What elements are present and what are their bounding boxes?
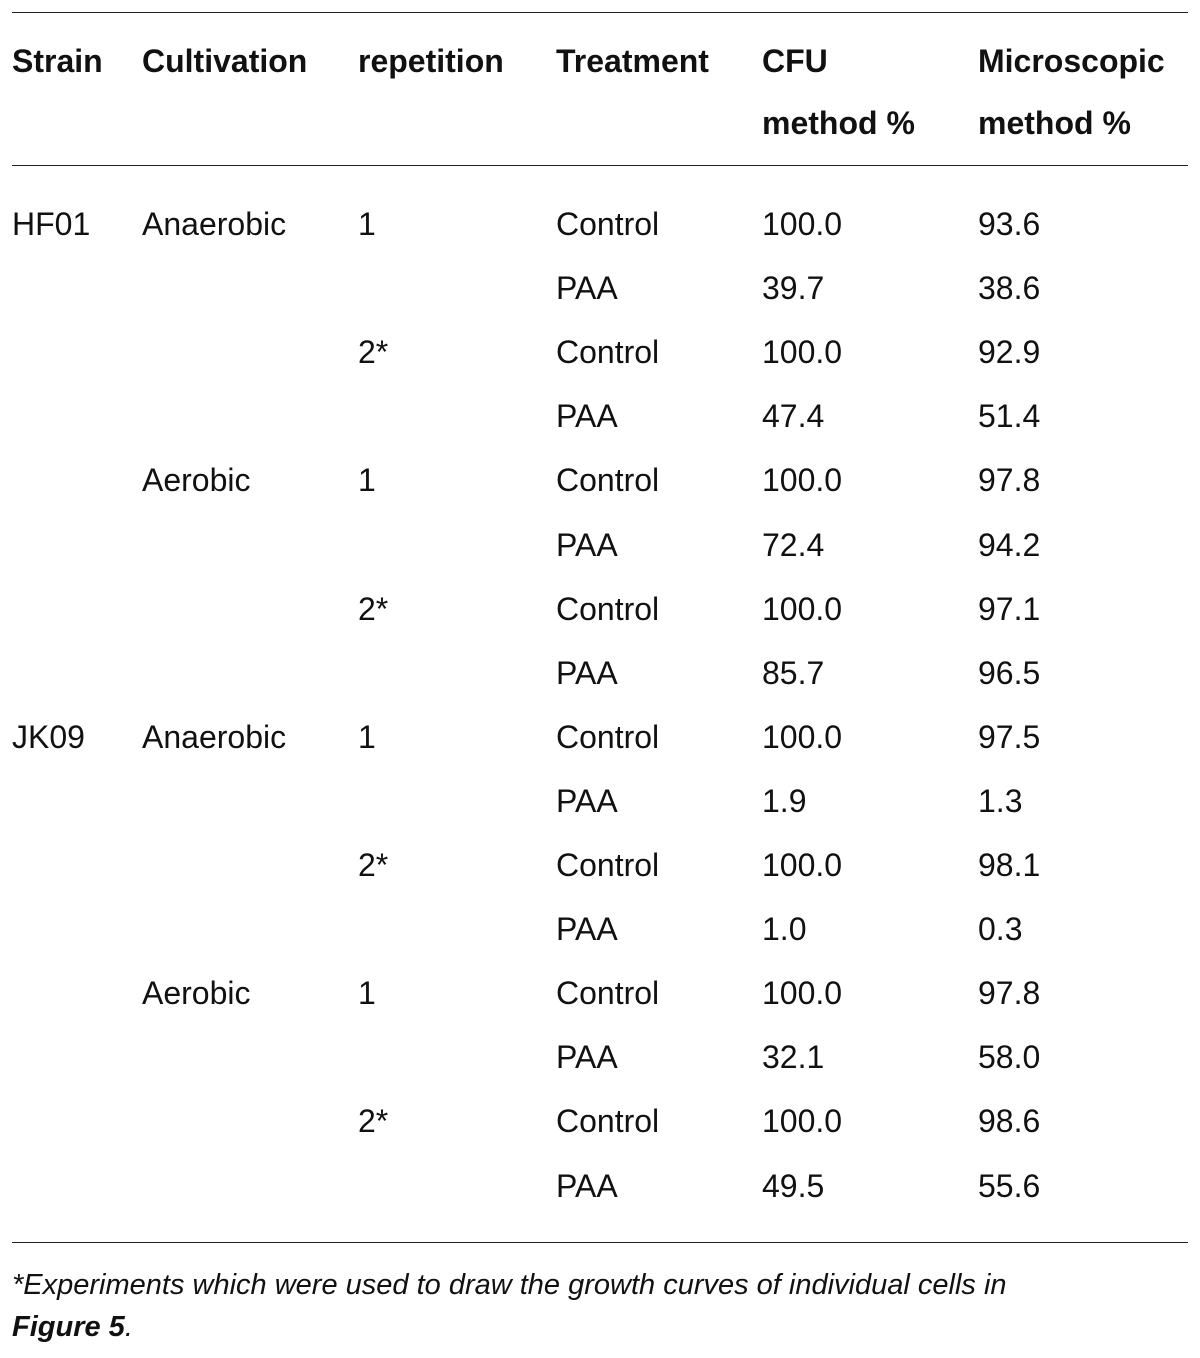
footnote-end: .	[124, 1311, 133, 1343]
cell-cfu-row-6: 72.4	[762, 526, 825, 563]
cell-microscopic-row-13: 97.8	[978, 975, 1041, 1012]
cell-microscopic-row-11: 98.1	[978, 847, 1041, 883]
table-header-rule	[12, 165, 1188, 166]
cell-cfu-row-10: 1.9	[762, 782, 807, 819]
header-strain: Strain	[12, 43, 103, 79]
cell-cfu-row-11: 100.0	[762, 847, 843, 883]
cell-treatment-row-2: PAA	[556, 270, 618, 307]
cell-repetition-row-5: 1	[358, 462, 376, 499]
footnote-text: *Experiments which were used to draw the growth curves of individual cells in	[12, 1269, 1007, 1301]
cell-repetition-row-3: 2*	[358, 334, 389, 371]
cell-cfu-row-5: 100.0	[762, 462, 843, 499]
cell-microscopic-row-16: 55.6	[978, 1167, 1041, 1204]
cell-repetition-row-13: 1	[358, 975, 376, 1012]
cell-cfu-row-15: 100.0	[762, 1103, 843, 1140]
cell-repetition-row-9: 1	[358, 718, 376, 755]
cell-treatment-row-6: PAA	[556, 526, 618, 563]
cell-microscopic-row-7: 97.1	[978, 590, 1041, 627]
header-repetition: repetition	[358, 43, 504, 79]
cell-treatment-row-12: PAA	[556, 911, 618, 948]
cell-cfu-row-2: 39.7	[762, 270, 825, 307]
cell-treatment-row-16: PAA	[556, 1167, 618, 1204]
cell-cfu-row-4: 47.4	[762, 398, 825, 435]
cell-microscopic-row-4: 51.4	[978, 398, 1041, 435]
header-treatment: Treatment	[556, 43, 709, 79]
cell-treatment-row-10: PAA	[556, 782, 618, 819]
cell-treatment-row-1: Control	[556, 206, 660, 242]
cell-microscopic-row-2: 38.6	[978, 270, 1041, 307]
cell-microscopic-row-3: 92.9	[978, 334, 1041, 371]
cell-cultivation-row-5: Aerobic	[142, 462, 251, 499]
cell-treatment-row-8: PAA	[556, 654, 618, 691]
header-cfu-line-1: CFU	[762, 43, 828, 79]
cell-cultivation-row-9: Anaerobic	[142, 718, 287, 755]
cell-microscopic-row-1: 93.6	[978, 206, 1041, 242]
footnote-figure-ref: Figure 5	[12, 1311, 125, 1343]
cell-cfu-row-7: 100.0	[762, 590, 843, 627]
cell-cfu-row-13: 100.0	[762, 975, 843, 1012]
cell-cfu-row-1: 100.0	[762, 206, 843, 242]
cell-microscopic-row-15: 98.6	[978, 1103, 1041, 1140]
cell-cfu-row-8: 85.7	[762, 654, 825, 691]
cell-microscopic-row-14: 58.0	[978, 1039, 1041, 1076]
header-microscopic-line-2: method %	[978, 105, 1131, 141]
cell-treatment-row-5: Control	[556, 462, 660, 499]
cell-microscopic-row-8: 96.5	[978, 654, 1041, 691]
header-cfu-line-2: method %	[762, 105, 915, 141]
cell-cfu-row-14: 32.1	[762, 1039, 825, 1076]
cell-microscopic-row-5: 97.8	[978, 462, 1041, 499]
cell-treatment-row-7: Control	[556, 590, 660, 627]
cell-repetition-row-7: 2*	[358, 590, 389, 627]
cell-cfu-row-3: 100.0	[762, 334, 843, 371]
cell-strain-row-9: JK09	[12, 718, 85, 755]
header-microscopic-line-1: Microscopic	[978, 43, 1165, 79]
cell-microscopic-row-12: 0.3	[978, 911, 1023, 948]
table-top-rule	[12, 12, 1188, 13]
cell-treatment-row-11: Control	[556, 847, 660, 883]
cell-microscopic-row-10: 1.3	[978, 782, 1023, 819]
cell-cfu-row-9: 100.0	[762, 718, 843, 755]
cell-microscopic-row-6: 94.2	[978, 526, 1041, 563]
cell-treatment-row-15: Control	[556, 1103, 660, 1140]
cell-treatment-row-14: PAA	[556, 1039, 618, 1076]
header-cultivation: Cultivation	[142, 43, 308, 79]
cell-cfu-row-16: 49.5	[762, 1167, 825, 1204]
cell-cfu-row-12: 1.0	[762, 911, 807, 948]
cell-treatment-row-4: PAA	[556, 398, 618, 435]
cell-treatment-row-13: Control	[556, 975, 660, 1012]
cell-strain-row-1: HF01	[12, 206, 91, 242]
cell-treatment-row-3: Control	[556, 334, 660, 371]
cell-microscopic-row-9: 97.5	[978, 718, 1041, 755]
cell-repetition-row-1: 1	[358, 206, 376, 242]
cell-repetition-row-15: 2*	[358, 1103, 389, 1140]
cell-cultivation-row-1: Anaerobic	[142, 206, 287, 242]
table-bottom-rule	[12, 1242, 1188, 1243]
table-footnote	[12, 1264, 1192, 1348]
cell-repetition-row-11: 2*	[358, 847, 389, 883]
cell-cultivation-row-13: Aerobic	[142, 975, 251, 1012]
cell-treatment-row-9: Control	[556, 718, 660, 755]
